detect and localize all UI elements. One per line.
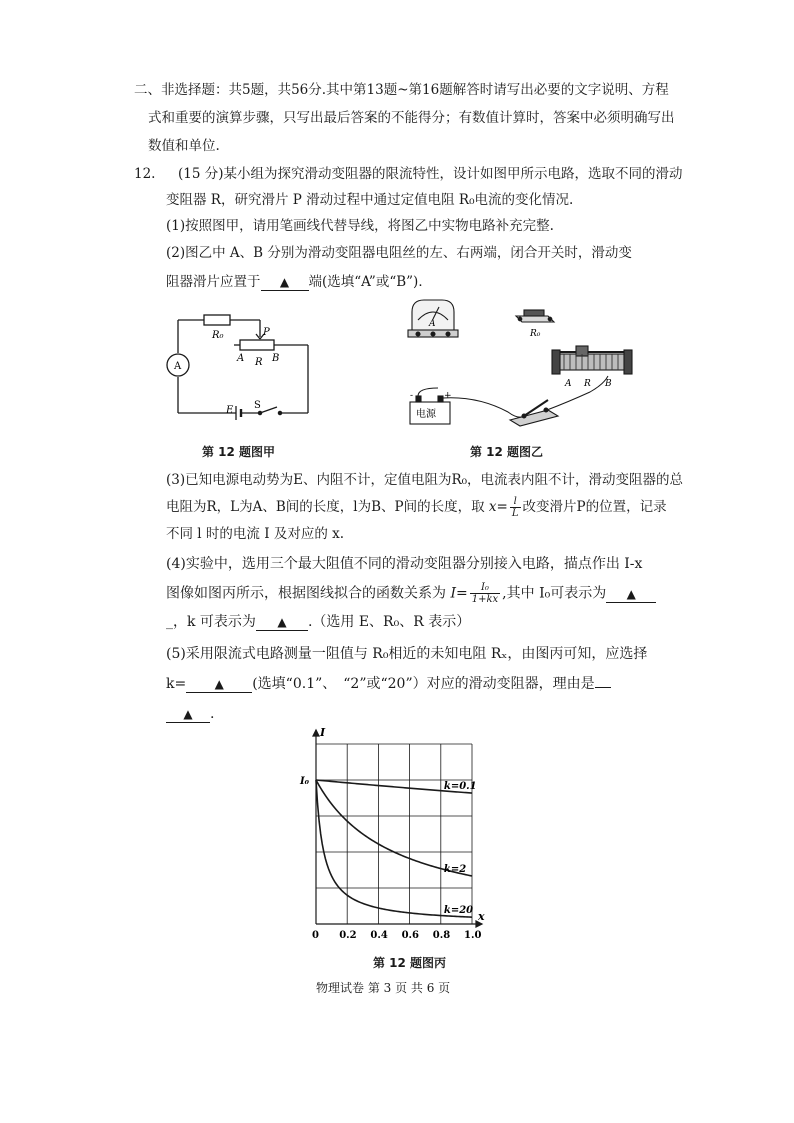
q12-part-4b [166,582,656,605]
q12-part-1: (1)按照图甲，请用笔画线代替导线，将图乙中实物电路补充完整. [166,218,554,234]
answer-mark: ▲ [183,707,193,721]
part-5b-prefix: k= [166,676,187,692]
resistor-r0 [204,315,230,325]
equals-sign: = [496,499,508,515]
section-line-2: 式和重要的演算步骤，只写出最后答案的不能得分；有数值计算时，答案中必须明确写出 [148,110,675,126]
part-4b-prefix: 图像如图丙所示，根据图线拟合的函数关系为 [166,585,446,602]
answer-blank-k[interactable] [256,614,308,631]
series-label: k=20 [443,905,474,917]
answer-blank-k-choice[interactable] [186,676,252,693]
q12-part-3c: 不同 l 时的电流 I 及对应的 x. [166,526,345,542]
i0-tick-label: I₀ [300,776,310,787]
part-5c-suffix: . [210,706,215,722]
rheostat-b-label: B [605,379,612,389]
section-line-3: 数值和单位. [148,138,220,154]
q12-part-4c [166,612,470,632]
series-label: k=2 [443,864,467,875]
fraction-numerator: l [510,496,521,508]
part-5b-mid: (选填“0.1”、 “2”或“20”）对应的滑动变阻器，理由是 [252,676,595,692]
part-2b-prefix: 阻器滑片应置于 [166,274,261,290]
fraction-denominator-2: 1+kx [471,594,499,605]
part-2b-suffix: 端(选填“A”或“B”)． [308,274,432,290]
answer-mark: ▲ [279,275,290,289]
fraction-l-over-L [510,496,521,519]
x-tick-label: 0.8 [432,930,451,941]
q12-part-4a: (4)实验中，选用三个最大阻值不同的滑动变阻器分别接入电路，描点作出 I-x [166,556,643,572]
label-b: B [272,353,280,364]
label-r: R [255,357,263,368]
q12-part-5a: (5)采用限流式电路测量一阻值与 R₀相近的未知电阻 Rₓ，由图丙可知，应选择 [166,646,648,662]
power-plus: + [444,391,452,401]
ammeter-label: A [429,319,436,329]
label-a: A [237,353,245,364]
equals-sign-2: = [455,585,468,602]
x-tick-label: 0.4 [370,930,388,941]
q12-part-5b [166,674,611,694]
answer-mark: ▲ [626,586,636,601]
label-s: S [254,400,261,411]
part-4c-prefix: _，k 可表示为 [166,614,256,630]
section-line-1: 二、非选择题：共5题，共56分.其中第13题~第16题解答时请写出必要的文字说明、方程 [134,82,669,98]
q12-part-3a: (3)已知电源电动势为E、内阻不计，定值电阻为R₀，电流表内阻不计，滑动变阻器的总 [166,472,684,488]
var-x: x [488,499,497,515]
rheostat-device [552,346,632,374]
question-number: 12. [134,166,156,182]
fraction-i0-over-1kx [470,582,500,605]
ix-chart [296,724,486,954]
q12-part-3b [166,496,667,519]
rheostat-r-label: R [584,379,591,389]
q12-part-2b [166,272,432,292]
resistor-r0-device [516,310,554,322]
switch-symbol [260,407,277,413]
power-label: 电源 [416,409,436,420]
x-tick-label: 0.6 [401,930,420,941]
q12-part-2a: (2)图乙中 A、B 分别为滑动变阻器电阻丝的左、右两端，闭合开关时，滑动变 [166,245,632,261]
answer-mark: ▲ [277,615,287,629]
answer-blank-reason[interactable] [166,706,210,723]
q12-part-5c [166,704,214,724]
r0-device-label: R₀ [530,329,541,339]
label-e: E [226,405,234,416]
x-axis-label: x [478,910,485,923]
q12-intro-1: (15 分)某小组为探究滑动变阻器的限流特性，设计如图甲所示电路，选取不同的滑动 [178,166,683,182]
label-r0: R₀ [212,330,224,341]
part-3b-suffix: 改变滑片P的位置，记录 [522,499,667,515]
label-ammeter: A [174,361,182,372]
answer-blank-2[interactable] [261,274,309,291]
q12-intro-2: 变阻器 R，研究滑片 P 滑动过程中通过定值电阻 R₀电流的变化情况. [166,192,574,208]
x-tick-label: 1.0 [464,930,482,941]
plot-area [316,744,472,924]
apparatus-diagram-yi [398,292,648,440]
var-i: I [450,585,456,602]
fraction-numerator-2: I₀ [470,582,500,594]
caption-bing: 第 12 题图丙 [373,956,447,970]
page-footer: 物理试卷 第 3 页 共 6 页 [316,981,451,995]
switch-device [510,400,558,426]
answer-blank-reason-start[interactable] [595,687,611,688]
fraction-denominator: L [511,508,519,519]
part-3b-prefix: 电阻为R，L为A、B间的长度，l为B、P间的长度，取 [166,499,485,515]
caption-jia: 第 12 题图甲 [202,445,276,459]
caption-yi: 第 12 题图乙 [470,445,544,459]
y-axis-label: I [320,726,326,739]
answer-blank-i0[interactable] [606,586,656,603]
series-label: k=0.1 [443,781,477,793]
rheostat-r [240,340,274,350]
power-minus: - [410,391,414,401]
x-tick-label: 0.2 [339,930,357,941]
label-p: P [263,327,270,338]
part-4c-suffix: .（选用 E、R₀、R 表示） [307,614,471,630]
circuit-diagram-jia [160,305,320,440]
answer-mark: ▲ [214,677,224,691]
rheostat-a-label: A [565,379,572,389]
origin-label: 0 [312,930,319,941]
part-4b-mid: ,其中 I₀可表示为 [502,585,607,602]
